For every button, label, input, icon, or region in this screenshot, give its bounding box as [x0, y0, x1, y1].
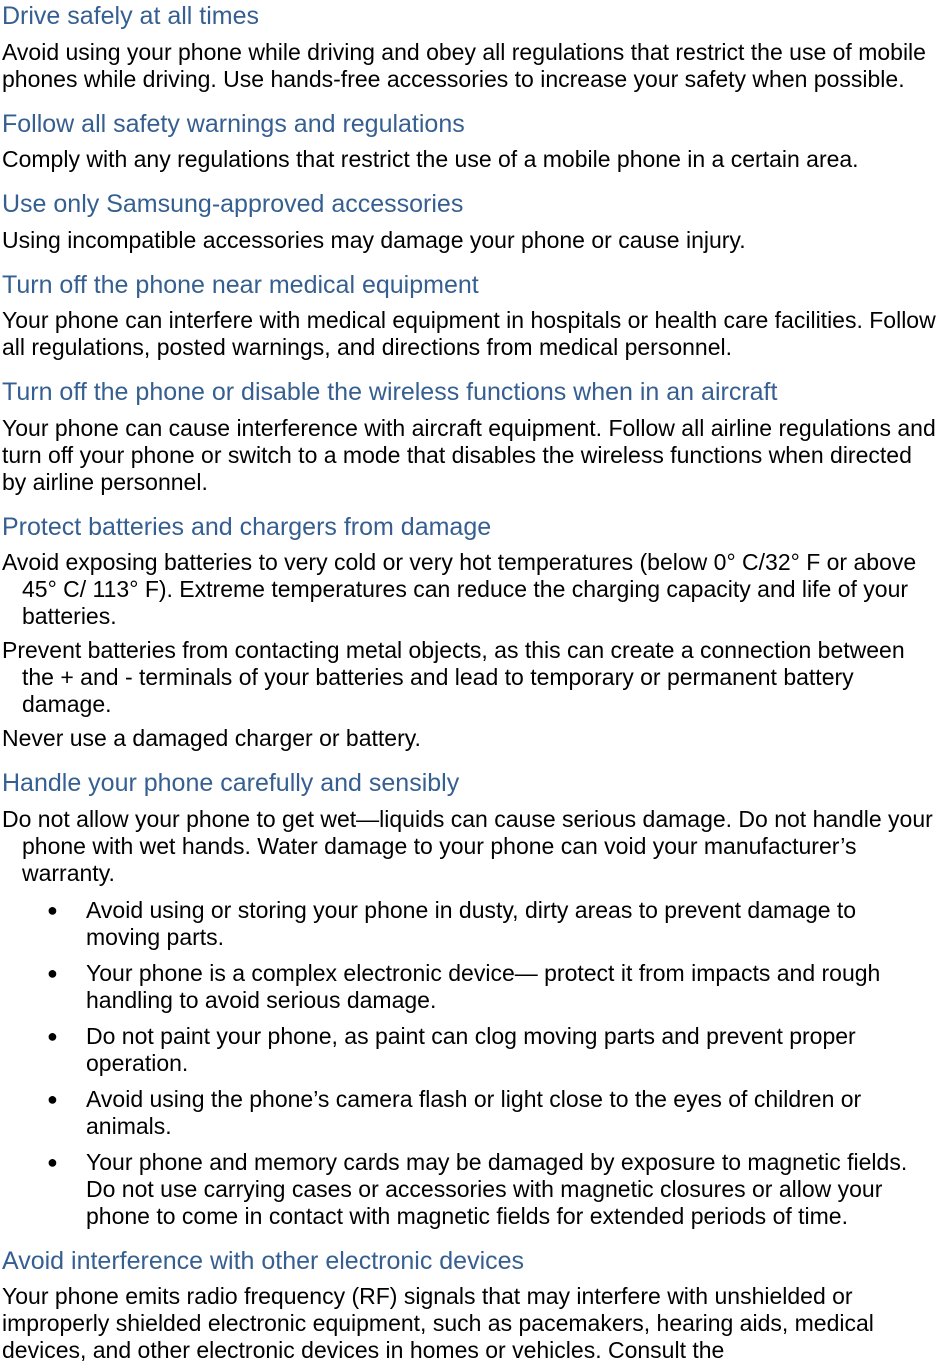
list-item-text: Avoid using or storing your phone in dusty, dirty areas to prevent damage to moving parts.	[86, 896, 857, 950]
list-item-text: Avoid using the phone’s camera flash or light close to the eyes of children or animals.	[86, 1085, 862, 1139]
list-item-text: Do not paint your phone, as paint can clog moving parts and prevent proper operation.	[86, 1022, 856, 1076]
list-item	[2, 897, 936, 951]
list-item	[2, 1023, 936, 1077]
list-item-text: Your phone and memory cards may be damaged by exposure to magnetic fields. Do not use carrying cases or accessories with magnetic closures or allow your phone to come in contact with magnetic fields for extended periods of time.	[86, 1148, 908, 1229]
safety-section	[2, 190, 936, 254]
bullet-icon: ●	[47, 1151, 58, 1172]
section-heading: Follow all safety warnings and regulations	[2, 109, 465, 138]
bullet-list	[2, 897, 936, 1230]
bullet-icon: ●	[47, 962, 58, 983]
section-heading: Turn off the phone or disable the wireless functions when in an aircraft	[2, 378, 778, 406]
body-paragraph: Never use a damaged charger or battery.	[2, 725, 421, 751]
bullet-icon: ●	[47, 1088, 58, 1109]
safety-section	[2, 769, 936, 1230]
safety-section	[2, 1247, 936, 1365]
body-paragraph: Your phone can interfere with medical equipment in hospitals or health care facilities. Follow all regulations, posted warnings, and directions from medical personnel.	[2, 307, 936, 360]
body-paragraph: Avoid using your phone while driving and obey all regulations that restrict the use of mobile phones while driving. Use hands-free accessories to increase your safety when possible.	[2, 38, 926, 92]
section-heading: Handle your phone carefully and sensibly	[2, 769, 460, 797]
bullet-icon: ●	[47, 1025, 58, 1046]
section-heading: Use only Samsung-approved accessories	[2, 190, 464, 218]
safety-section	[2, 2, 936, 93]
body-paragraph: Do not allow your phone to get wet—liquids can cause serious damage. Do not handle your phone with wet hands. Water damage to your phone can void your manufacturer’s warranty.	[2, 805, 933, 886]
section-heading: Turn off the phone near medical equipment	[2, 270, 479, 299]
section-heading: Drive safely at all times	[2, 2, 260, 30]
body-paragraph: Comply with any regulations that restrict the use of a mobile phone in a certain area.	[2, 146, 859, 172]
safety-section	[2, 271, 936, 362]
safety-section	[2, 513, 936, 753]
list-item	[2, 1149, 936, 1230]
body-paragraph: Your phone emits radio frequency (RF) signals that may interfere with unshielded or improperly shielded electronic equipment, such as pacemakers, hearing aids, medical devices, and other electronic devices in homes or vehicles. Consult the	[2, 1283, 874, 1363]
body-paragraph: Your phone can cause interference with aircraft equipment. Follow all airline regulations and turn off your phone or switch to a mode that disables the wireless functions when directed by airline personnel.	[2, 414, 936, 495]
safety-section	[2, 378, 936, 496]
body-paragraph: Prevent batteries from contacting metal objects, as this can create a connection between the + and - terminals of your batteries and lead to temporary or permanent battery damage.	[2, 637, 905, 717]
bullet-icon: ●	[47, 899, 58, 920]
section-heading: Protect batteries and chargers from damage	[2, 512, 492, 541]
list-item	[2, 960, 936, 1014]
body-paragraph: Avoid exposing batteries to very cold or very hot temperatures (below 0° C/32° F or above 45° C/ 113° F). Extreme temperatures can reduce the charging capacity and life of your batteries.	[2, 549, 917, 629]
safety-section	[2, 110, 936, 174]
section-heading: Avoid interference with other electronic devices	[2, 1246, 525, 1275]
list-item-text: Your phone is a complex electronic device— protect it from impacts and rough handling to avoid serious damage.	[86, 959, 881, 1013]
list-item	[2, 1086, 936, 1140]
body-paragraph: Using incompatible accessories may damage your phone or cause injury.	[2, 226, 746, 253]
